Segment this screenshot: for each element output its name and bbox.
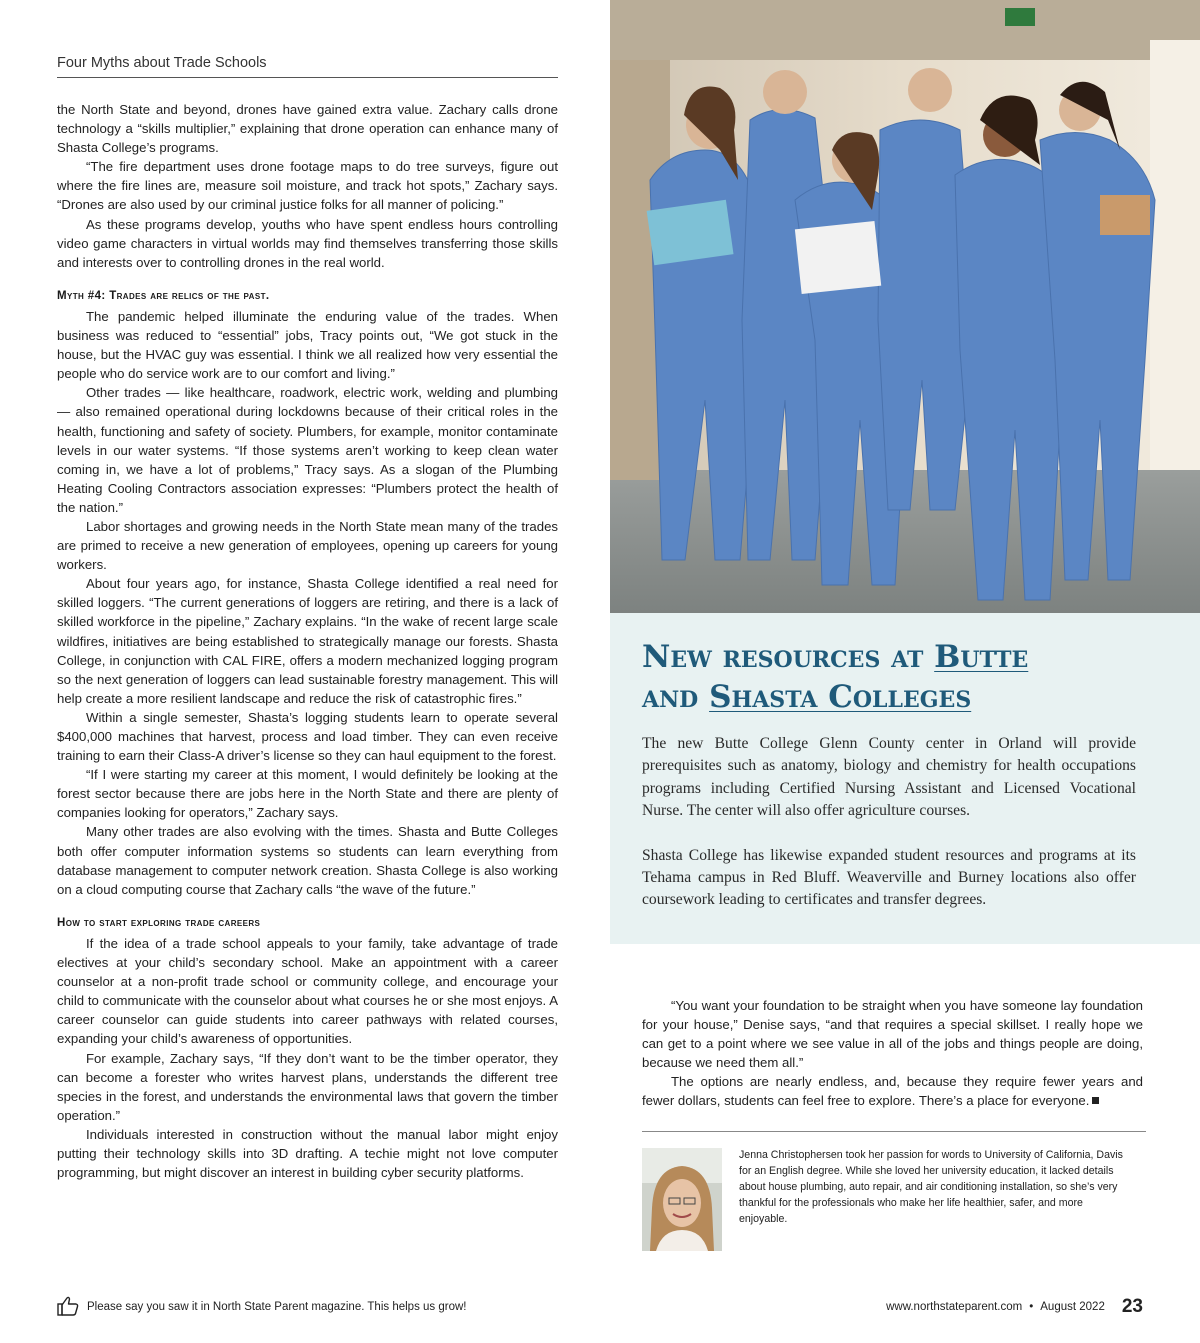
- butte-link[interactable]: Butte: [934, 639, 1029, 675]
- page-number: 23: [1121, 1296, 1143, 1317]
- thumbs-up-icon: [57, 1296, 79, 1319]
- paragraph: As these programs develop, youths who have spent endless hours controlling video game characters in virtual worlds may find themselves transferring those skills and interests over to controlling drones in the real world.: [57, 216, 558, 270]
- paragraph: For example, Zachary says, “If they don’t want to be the timber operator, they can become a forester who writes harvest plans, understands the different tree species in the forest, and understands the environmental laws that govern the timber operation.”: [57, 1050, 558, 1123]
- paragraph: If the idea of a trade school appeals to your family, take advantage of trade electives at your child’s secondary school. Make an appointment with a career counselor at a non-profit trade school or community college, and encourage your child to communicate with the counselor about what courses he or she most enjoys. A career counselor can guide students into career pathways with related courses, expanding your child’s awareness of opportunities.: [57, 935, 558, 1047]
- myth4-heading: Myth #4: Trades are relics of the past.: [57, 289, 270, 302]
- author-headshot: [642, 1148, 722, 1251]
- paragraph: Labor shortages and growing needs in the North State mean many of the trades are primed to receive a new generation of employees, opening up careers for young workers.: [57, 518, 558, 573]
- footer-folio: [886, 1294, 1143, 1320]
- paragraph: The pandemic helped illuminate the enduring value of the trades. When business was reduced to “essential” jobs, Tracy points out, “We got stuck in the house, but the HVAC guy was essential. I think we all realized how very essential the people who do service work are to our comfort and living.”: [57, 308, 558, 382]
- author-bio: Jenna Christophersen took her passion for words to University of California, Davis for an English degree. While she loved her university education, it lacked details about house plumbing, auto repair, and air conditioning installation, so she’s very thankful for the professionals who make her life healthier, safer, and more enjoyable.: [739, 1149, 1123, 1225]
- headshot-illustration: [642, 1148, 722, 1251]
- paragraph: “If I were starting my career at this moment, I would definitely be looking at the forest sector because there are jobs here in the North State and there are plenty of companies looking for operators,” Zachary says.: [57, 767, 558, 821]
- paragraph: Other trades — like healthcare, roadwork, electric work, welding and plumbing — also remained operational during lockdowns because of their critical roles in the health, functioning and safety of society. Plumbers, for example, monitor contaminate levels in our water systems. “If those systems aren’t working to keep clean water coming in, we have a lot of problems,” Tracy says. As a slogan of the Plumbing Heating Cooling Contractors association expresses: “Plumbers protect the health of the nation.”: [57, 385, 558, 515]
- nursing-students-photo: [610, 0, 1200, 613]
- paragraph: “You want your foundation to be straight when you have someone lay foundation for your house,” Denise says, “and that requires a special skillset. I really hope we can get to a point where we see value in all of the jobs and things people are doing, because we need them all.”: [642, 998, 1143, 1071]
- separator: •: [1029, 1301, 1034, 1313]
- closing-sentence: The options are nearly endless, and, because they require fewer years and fewer dollars, students can feel free to explore. There’s a place for everyone.: [642, 1074, 1143, 1109]
- promo-text: Please say you saw it in North State Parent magazine. This helps us grow!: [87, 1301, 467, 1313]
- paragraph: the North State and beyond, drones have gained extra value. Zachary calls drone technology a “skills multiplier,” explaining that drone operation can enhance many of Shasta College’s programs.: [57, 102, 558, 156]
- sidebar-title-text: New resources at: [642, 639, 935, 675]
- end-mark-icon: [1092, 1097, 1099, 1104]
- paragraph: Individuals interested in construction without the manual labor might enjoy putting their technology skills into 3D drafting. A techie might not love computer programming, but might discover an interest in building cyber security platforms.: [57, 1126, 558, 1181]
- paragraph: About four years ago, for instance, Shasta College identified a real need for skilled loggers. “The current generations of loggers are retiring, and there is a lack of skilled workforce in the pipeline,” Zachary explains. “In the wake of recent large scale wildfires, initiatives are being established to strategically manage our forests. Shasta College, in conjunction with CAL FIRE, offers a modern mechanized logging program so the next generation of loggers can lead sustainable forestry management. This will help create a more resilient landscape and reduce the risk of catastrophic fires.”: [57, 576, 558, 706]
- sidebar-paragraph: The new Butte College Glenn County center in Orland will provide prerequisites such as anatomy, biology and chemistry for health occupations programs including Certified Nursing Assistant and Licensed Vocational Nurse. The center will also offer agriculture courses.: [642, 735, 1136, 820]
- sidebar-body: [642, 733, 1136, 934]
- photo-illustration: [610, 0, 1200, 613]
- footer-promo: [57, 1296, 466, 1318]
- bio-divider: [642, 1131, 1146, 1132]
- website-link[interactable]: www.northstateparent.com: [886, 1301, 1023, 1313]
- right-column: [642, 996, 1143, 1111]
- sidebar-paragraph: Shasta College has likewise expanded student resources and programs at its Tehama campus in Red Bluff. Weaverville and Burney locations also offer coursework leading to certificates and transfer degrees.: [642, 846, 1136, 909]
- issue-date: August 2022: [1040, 1301, 1105, 1313]
- explore-heading: How to start exploring trade careers: [57, 916, 261, 929]
- paragraph: [642, 1072, 1143, 1110]
- sidebar-box: [610, 613, 1200, 944]
- left-column: [57, 100, 558, 1182]
- sidebar-title-text: and: [642, 679, 710, 715]
- running-head: Four Myths about Trade Schools: [57, 55, 558, 78]
- paragraph: Many other trades are also evolving with the times. Shasta and Butte Colleges both offer computer information systems so students can learn everything from database management to computer network creation. Shasta College is also working on a cloud computing course that Zachary calls “the wave of the future.”: [57, 824, 558, 897]
- paragraph: “The fire department uses drone footage maps to do tree surveys, figure out where the fire lines are, measure soil moisture, and track hot spots,” Zachary says. “Drones are also used by our criminal justice folks for all manner of policing.”: [57, 159, 558, 213]
- shasta-link[interactable]: Shasta Colleges: [709, 679, 972, 715]
- sidebar-title: [642, 637, 1172, 717]
- paragraph: Within a single semester, Shasta’s logging students learn to operate several $400,000 machines that harvest, process and load timber. They can even receive training to earn their Class-A driver’s license so they can haul equipment to the forest.: [57, 709, 558, 764]
